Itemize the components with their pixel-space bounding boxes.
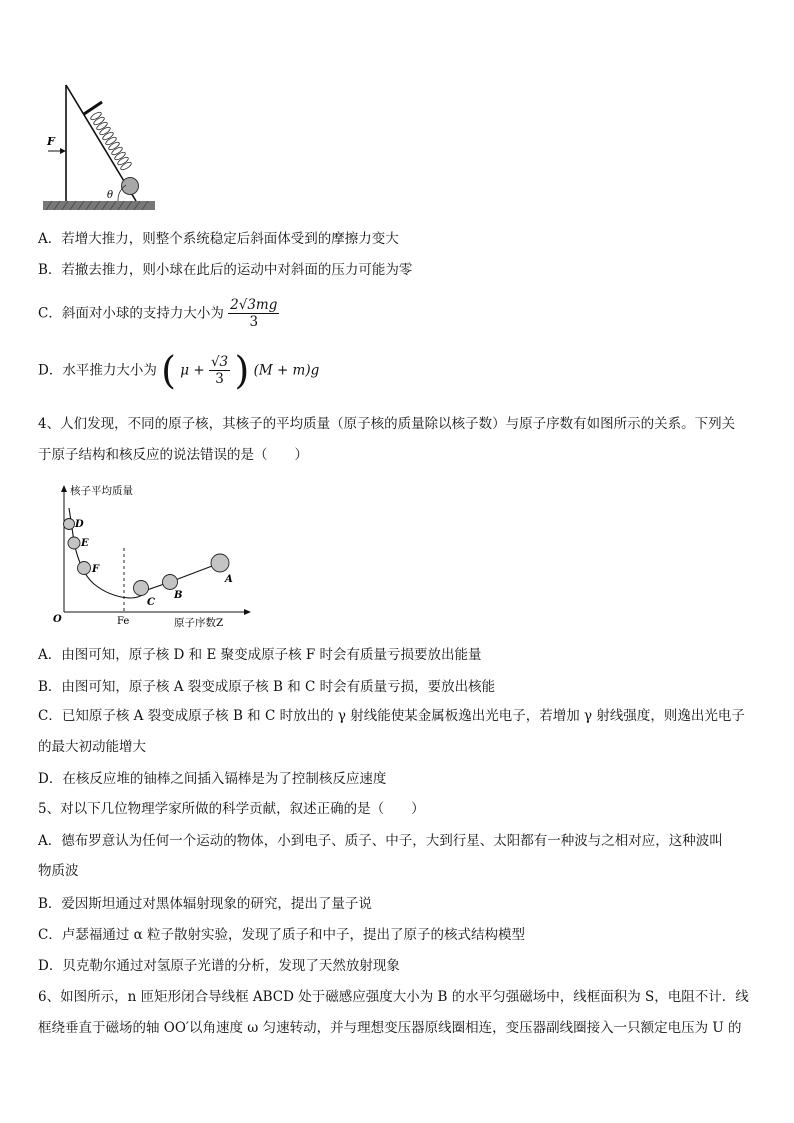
q4-option-c-line1: C．已知原子核 A 裂变成原子核 B 和 C 时放出的 γ 射线能使某金属板逸出光电子，若增加 γ 射线强度，则逸出光电子 (38, 708, 745, 724)
fraction-numerator: 2√3mg (230, 297, 278, 313)
nucleus-point-c (134, 581, 149, 596)
nucleus-point-f (78, 562, 91, 575)
q5-option-a-line2: 物质波 (38, 863, 79, 879)
q4-stem-line1: 4、人们发现，不同的原子核，其核子的平均质量（原子核的质量除以核子数）与原子序数有如图所示的关系。下列关 (38, 416, 736, 432)
q3-option-d-fraction (209, 354, 230, 387)
q3-option-d-text: D．水平推力大小为 (38, 362, 157, 379)
q5-option-b: B．爱因斯坦通过对黑体辐射现象的研究，提出了量子说 (38, 896, 372, 912)
q6-line1: 6、如图所示，n 匝矩形闭合导线框 ABCD 处于磁感应强度大小为 B 的水平匀强磁场中，线框面积为 S，电阻不计．线 (38, 989, 749, 1005)
q3-option-c (38, 297, 279, 337)
q3-option-c-text: C．斜面对小球的支持力大小为 (38, 305, 224, 322)
nucleus-label-c: C (147, 597, 155, 608)
q5-option-d: D．贝克勒尔通过对氢原子光谱的分析，发现了天然放射现象 (38, 958, 400, 974)
y-axis-label: 核子平均质量 (70, 485, 133, 497)
q4-option-a: A．由图可知，原子核 D 和 E 聚变成原子核 F 时会有质量亏损要放出能量 (38, 647, 482, 663)
incline-figure (38, 80, 158, 215)
right-paren: ) (234, 348, 250, 393)
fraction-denominator: 3 (249, 314, 259, 330)
fraction-denominator: 3 (215, 371, 224, 387)
q3-option-c-fraction (228, 297, 279, 330)
q6-line2: 框绕垂直于磁场的轴 OO′以角速度 ω 匀速转动，并与理想变压器原线圈相连，变压器副线圈接入一只额定电压为 U 的 (38, 1020, 742, 1036)
q3-option-b: B．若撤去推力，则小球在此后的运动中对斜面的压力可能为零 (38, 262, 413, 278)
q4-option-d: D．在核反应堆的铀棒之间插入镉棒是为了控制核反应速度 (38, 771, 387, 787)
mu-term: μ + (180, 362, 205, 379)
q5-stem: 5、对以下几位物理学家所做的科学贡献，叙述正确的是（ ） (38, 801, 425, 817)
origin-label: O (53, 614, 62, 625)
x-axis-arrow (244, 609, 251, 615)
mass-term: (M + m)g (253, 362, 320, 379)
q3-option-d (38, 348, 320, 398)
q5-option-c: C．卢瑟福通过 α 粒子散射实验，发现了质子和中子，提出了原子的核式结构模型 (38, 927, 526, 943)
nucleus-label-a: A (225, 574, 233, 585)
force-arrowhead (60, 148, 66, 154)
nucleus-label-e: E (81, 538, 89, 549)
left-paren: ( (161, 348, 176, 393)
q4-option-b: B．由图可知，原子核 A 裂变成原子核 B 和 C 时会有质量亏损，要放出核能 (38, 679, 496, 695)
nucleus-point-b (163, 575, 178, 590)
binding-chart (50, 480, 255, 630)
ball (122, 178, 139, 195)
force-label: F (47, 135, 55, 148)
spring (90, 111, 133, 171)
nucleus-point-a (211, 554, 229, 572)
nucleus-point-e (68, 537, 80, 549)
q5-option-a-line1: A．德布罗意认为任何一个运动的物体，小到电子、质子、中子，大到行星、太阳都有一种波与之相对应，这种波叫 (38, 833, 723, 849)
nucleus-point-d (64, 519, 75, 530)
nucleus-label-f: F (92, 564, 100, 575)
nucleus-label-d: D (75, 519, 84, 530)
fe-label: Fe (117, 616, 130, 627)
q3-option-a: A．若增大推力，则整个系统稳定后斜面体受到的摩擦力变大 (38, 231, 399, 247)
q4-stem-line2: 于原子结构和核反应的说法错误的是（ ） (38, 447, 308, 463)
nucleus-label-b: B (174, 590, 183, 601)
x-axis-label: 原子序数Z (174, 617, 224, 629)
y-axis-arrow (61, 485, 67, 492)
q4-option-c-line2: 的最大初动能增大 (38, 739, 146, 755)
theta-label: θ (107, 190, 114, 201)
fraction-numerator: √3 (210, 354, 229, 370)
